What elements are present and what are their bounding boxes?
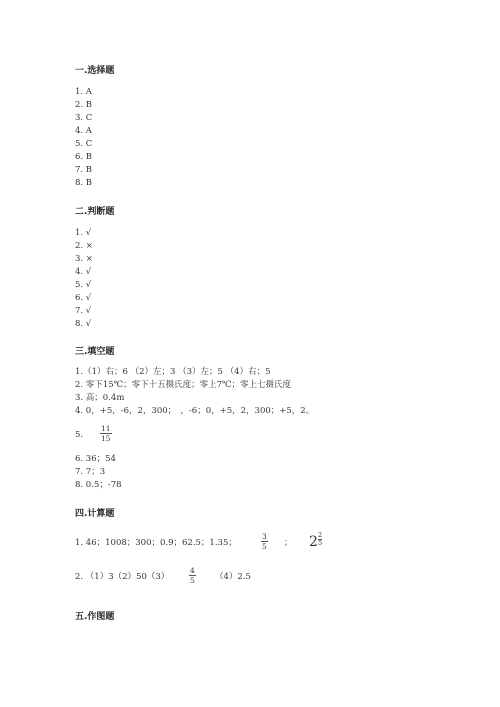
section-title-judge: 二.判断题 bbox=[75, 207, 115, 217]
fraction-denominator: 5 bbox=[318, 539, 323, 547]
fraction-numerator: 4 bbox=[190, 566, 195, 575]
fraction-denominator: 15 bbox=[101, 434, 111, 443]
judge-answer-4: 4. √ bbox=[75, 267, 92, 277]
mixed-fraction bbox=[318, 532, 322, 547]
calc-answer-1-fraction bbox=[261, 532, 268, 551]
section-title-fill: 三.填空题 bbox=[75, 347, 115, 357]
fill-answer-4: 4. 0，+5，-6，2，300； ，-6；0，+5，2，300；+5，2。 bbox=[75, 406, 315, 416]
fill-answer-6: 6. 36；54 bbox=[75, 454, 116, 464]
fill-answer-5-fraction bbox=[100, 424, 112, 443]
fill-answer-7: 7. 7；3 bbox=[75, 467, 106, 477]
judge-answer-3: 3. × bbox=[75, 254, 93, 264]
choice-answer-1: 1. A bbox=[75, 87, 92, 97]
calc-answer-1-text: 1. 46；1008；300；0.9；62.5；1.35； bbox=[75, 538, 237, 548]
calc-answer-1-mixed-number bbox=[309, 531, 327, 554]
judge-answer-7: 7. √ bbox=[75, 306, 92, 316]
section-title-choice: 一.选择题 bbox=[75, 66, 115, 76]
mixed-whole: 2 bbox=[309, 534, 318, 550]
fill-answer-1: 1.（1）右；6 （2）左；3 （3）左；5 （4）右；5 bbox=[75, 367, 271, 377]
calc-answer-2-fraction bbox=[189, 566, 196, 585]
fraction-numerator: 11 bbox=[101, 424, 111, 433]
calc-answer-2-text: 2. （1）3（2）50（3） bbox=[75, 572, 170, 582]
section-title-draw: 五.作图题 bbox=[75, 612, 115, 622]
calc-answer-2-tail: （4）2.5 bbox=[215, 572, 251, 582]
choice-answer-3: 3. C bbox=[75, 113, 93, 123]
fraction-denominator: 5 bbox=[190, 576, 195, 585]
judge-answer-1: 1. √ bbox=[75, 228, 92, 238]
judge-answer-6: 6. √ bbox=[75, 293, 92, 303]
choice-answer-5: 5. C bbox=[75, 139, 93, 149]
judge-answer-2: 2. × bbox=[75, 241, 93, 251]
choice-answer-2: 2. B bbox=[75, 100, 93, 110]
judge-answer-5: 5. √ bbox=[75, 280, 92, 290]
section-title-calc: 四.计算题 bbox=[75, 509, 115, 519]
choice-answer-4: 4. A bbox=[75, 126, 92, 136]
fill-answer-2: 2. 零下15℃；零下十五摄氏度；零上7℃；零上七摄氏度 bbox=[75, 380, 292, 390]
choice-answer-7: 7. B bbox=[75, 165, 93, 175]
fill-answer-8: 8. 0.5；-78 bbox=[75, 480, 122, 490]
fraction-numerator: 3 bbox=[262, 532, 267, 541]
choice-answer-8: 8. B bbox=[75, 178, 93, 188]
choice-answer-6: 6. B bbox=[75, 152, 93, 162]
fill-answer-3: 3. 高；0.4m bbox=[75, 393, 125, 403]
calc-answer-1-separator: ； bbox=[284, 538, 293, 548]
fraction-numerator: 2 bbox=[318, 531, 323, 539]
fill-answer-5-label: 5. bbox=[75, 430, 84, 440]
judge-answer-8: 8. √ bbox=[75, 319, 92, 329]
fraction-denominator: 5 bbox=[262, 542, 267, 551]
